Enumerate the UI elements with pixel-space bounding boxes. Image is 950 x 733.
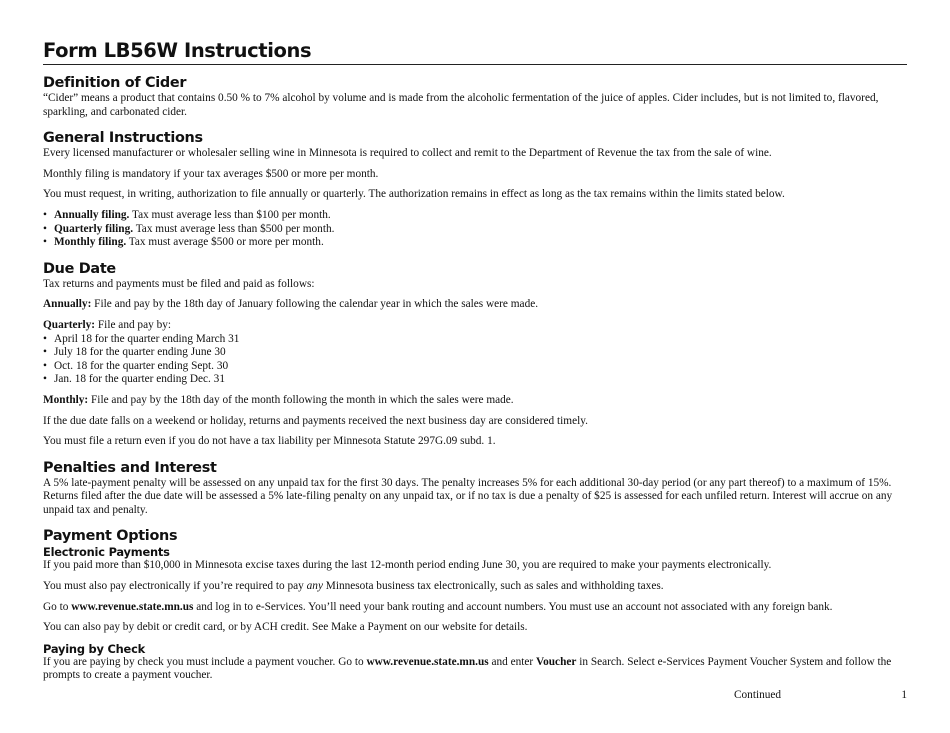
electronic-paragraph-2: You must also pay electronically if you’re required to pay any Minnesota business tax electronically, such as sales and withholding taxes. [43, 580, 664, 593]
due-weekend-rule: If the due date falls on a weekend or holiday, returns and payments received the next business day are considered timely. [43, 414, 588, 427]
section-due-date [43, 261, 907, 449]
heading-due-date: Due Date [43, 260, 116, 277]
due-quarterly: Quarterly: File and pay by: [43, 318, 172, 331]
website-link[interactable]: www.revenue.state.mn.us [366, 655, 489, 668]
general-paragraph-1: Every licensed manufacturer or wholesaler selling wine in Minnesota is required to collect and remit to the Department of Revenue the tax from the sale of wine. [43, 147, 772, 160]
due-paragraph-1: Tax returns and payments must be filed and paid as follows: [43, 277, 315, 290]
cider-definition: “Cider” means a product that contains 0.50 % to 7% alcohol by volume and is made from the alcoholic fermentation of the juice of apples. Cider includes, but is not limited to, flavored, sparkling, and carbonated cider. [43, 92, 879, 118]
electronic-paragraph-4: You can also pay by debit or credit card, or by ACH credit. See Make a Payment on our website for details. [43, 621, 528, 634]
penalties-text: A 5% late-payment penalty will be assessed on any unpaid tax for the first 30 days. The penalty increases 5% for each additional 30-day period (or any part thereof) to a maximum of 15%. Returns filed after the due date will be assessed a 5% late-filing penalty on any unpaid tax, or if no tax is due a penalty of $25 is assessed for each unfiled return. Interest will accrue on any unpaid tax and penalty. [43, 476, 893, 516]
list-item: • Monthly filing. Tax must average $500 or more per month. [43, 236, 907, 250]
due-monthly: Monthly: File and pay by the 18th day of the month following the month in which the sales were made. [43, 393, 514, 406]
heading-cider: Definition of Cider [43, 75, 187, 91]
general-paragraph-3: You must request, in writing, authorization to file annually or quarterly. The authorization remains in effect as long as the tax remains within the limits stated below. [43, 188, 785, 201]
list-item: • July 18 for the quarter ending June 30 [43, 346, 907, 360]
subheading-electronic-payments: Electronic Payments [43, 545, 170, 560]
electronic-paragraph-1: If you paid more than $10,000 in Minnesota excise taxes during the last 12-month period ending June 30, you are required to make your payments electronically. [43, 559, 772, 572]
list-item: • Oct. 18 for the quarter ending Sept. 30 [43, 360, 907, 374]
filing-frequency-list [43, 209, 907, 250]
section-general-instructions [43, 130, 907, 250]
continued-label: Continued [734, 689, 782, 701]
document-body [43, 75, 907, 683]
heading-penalties: Penalties and Interest [43, 459, 217, 476]
page-title: Form LB56W Instructions [43, 39, 312, 62]
check-paragraph: If you are paying by check you must include a payment voucher. Go to www.revenue.state.mn.us and enter Voucher in Search. Select e-Services Payment Voucher System and follow the prompts to create a payment voucher. [43, 655, 892, 682]
website-link[interactable]: www.revenue.state.mn.us [71, 600, 194, 613]
section-penalties [43, 460, 907, 518]
quarterly-deadlines-list [43, 333, 907, 387]
list-item: • Annually filing. Tax must average less than $100 per month. [43, 209, 907, 223]
list-item: • Quarterly filing. Tax must average less than $500 per month. [43, 223, 907, 237]
section-cider [43, 75, 907, 119]
section-payment-options [43, 528, 907, 683]
heading-general-instructions: General Instructions [43, 130, 203, 147]
heading-payment-options: Payment Options [43, 528, 178, 545]
list-item: • Jan. 18 for the quarter ending Dec. 31 [43, 373, 907, 387]
due-annually: Annually: File and pay by the 18th day of January following the calendar year in which the sales were made. [43, 298, 539, 311]
subheading-paying-by-check: Paying by Check [43, 641, 146, 656]
title-divider [43, 64, 907, 65]
list-item: • April 18 for the quarter ending March 31 [43, 333, 907, 347]
page-number: 1 [901, 689, 907, 701]
electronic-paragraph-3: Go to www.revenue.state.mn.us and log in to e-Services. You’ll need your bank routing and account numbers. You must use an account not associated with any foreign bank. [43, 600, 833, 613]
general-paragraph-2: Monthly filing is mandatory if your tax averages $500 or more per month. [43, 167, 379, 180]
due-statute: You must file a return even if you do not have a tax liability per Minnesota Statute 297G.09 subd. 1. [43, 435, 496, 448]
